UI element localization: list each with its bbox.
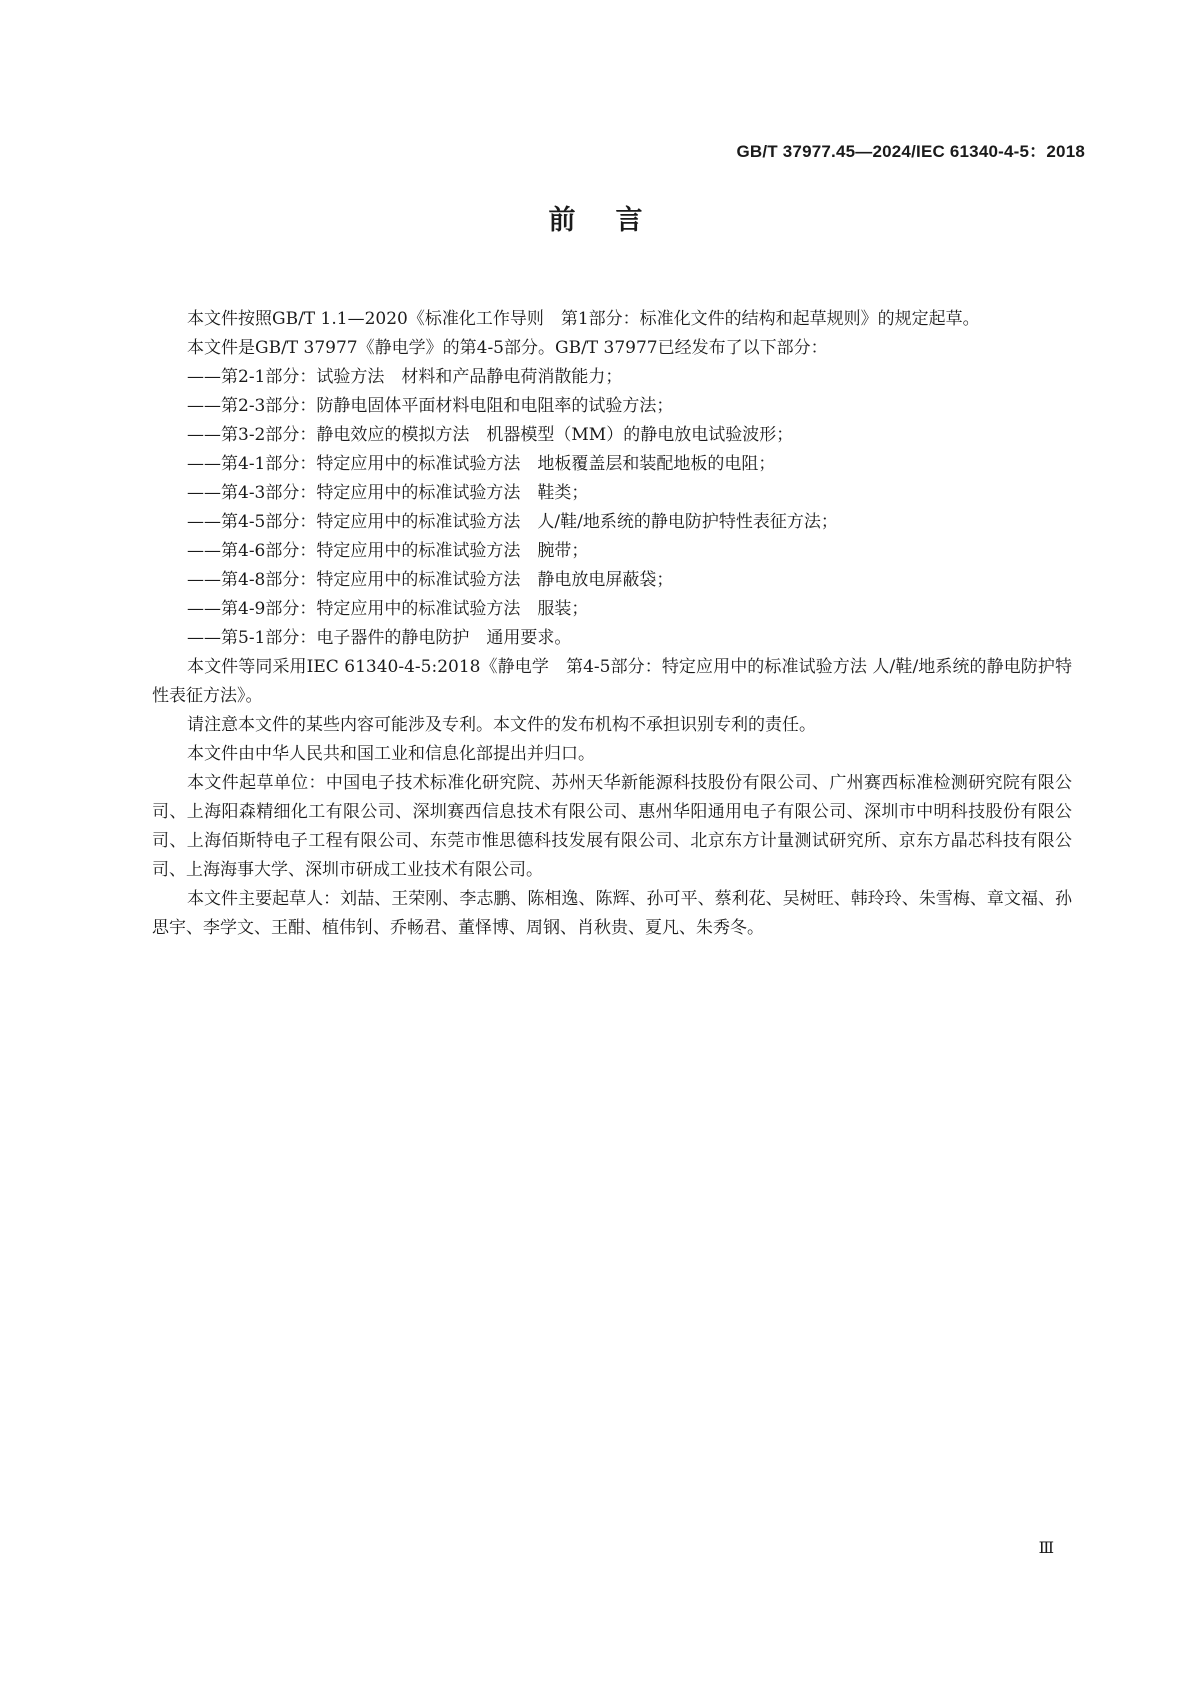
list-item: ——第4-5部分：特定应用中的标准试验方法 人/鞋/地系统的静电防护特性表征方法； bbox=[187, 512, 838, 532]
list-item: ——第4-3部分：特定应用中的标准试验方法 鞋类； bbox=[187, 483, 589, 503]
list-item: ——第4-6部分：特定应用中的标准试验方法 腕带； bbox=[187, 541, 589, 561]
list-item: ——第4-9部分：特定应用中的标准试验方法 服装； bbox=[187, 599, 589, 619]
foreword-body bbox=[152, 305, 1072, 943]
list-item: ——第3-2部分：静电效应的模拟方法 机器模型（MM）的静电放电试验波形； bbox=[187, 425, 794, 445]
list-item: ——第4-1部分：特定应用中的标准试验方法 地板覆盖层和装配地板的电阻； bbox=[187, 454, 776, 474]
list-item: ——第5-1部分：电子器件的静电防护 通用要求。 bbox=[187, 628, 572, 648]
paragraph-series-intro: 本文件是GB/T 37977《静电学》的第4-5部分。GB/T 37977已经发布了以下部分： bbox=[187, 338, 828, 358]
parts-list bbox=[152, 363, 1072, 653]
paragraph-patent-notice: 请注意本文件的某些内容可能涉及专利。本文件的发布机构不承担识别专利的责任。 bbox=[187, 715, 816, 735]
list-item: ——第2-3部分：防静电固体平面材料电阻和电阻率的试验方法； bbox=[187, 396, 674, 416]
paragraph-adoption: 本文件等同采用IEC 61340-4-5:2018《静电学 第4-5部分：特定应用中的标准试验方法 人/鞋/地系统的静电防护特性表征方法》。 bbox=[152, 657, 1072, 706]
list-item: ——第4-8部分：特定应用中的标准试验方法 静电放电屏蔽袋； bbox=[187, 570, 674, 590]
paragraph-proposer: 本文件由中华人民共和国工业和信息化部提出并归口。 bbox=[187, 744, 595, 764]
standard-code-header: GB/T 37977.45—2024/IEC 61340-4-5：2018 bbox=[736, 142, 1085, 161]
paragraph-drafters: 本文件主要起草人：刘喆、王荣刚、李志鹏、陈相逸、陈辉、孙可平、蔡利花、吴树旺、韩玲玲、朱雪梅、章文福、孙思宇、李学文、王酣、植伟钊、乔畅君、董怿博、周钢、肖秋贵、夏凡、朱秀冬。 bbox=[152, 889, 1072, 938]
paragraph-drafting-units: 本文件起草单位：中国电子技术标准化研究院、苏州天华新能源科技股份有限公司、广州赛西标准检测研究院有限公司、上海阳森精细化工有限公司、深圳赛西信息技术有限公司、惠州华阳通用电子有限公司、深圳市中明科技股份有限公司、上海佰斯特电子工程有限公司、东莞市惟思德科技发展有限公司、北京东方计量测试研究所、京东方晶芯科技有限公司、上海海事大学、深圳市研成工业技术有限公司。 bbox=[152, 773, 1072, 880]
list-item: ——第2-1部分：试验方法 材料和产品静电荷消散能力； bbox=[187, 367, 623, 387]
paragraph-drafting-rules: 本文件按照GB/T 1.1—2020《标准化工作导则 第1部分：标准化文件的结构和起草规则》的规定起草。 bbox=[187, 309, 980, 329]
page-title: 前言 bbox=[548, 205, 683, 236]
page-number: Ⅲ bbox=[1038, 1538, 1054, 1557]
